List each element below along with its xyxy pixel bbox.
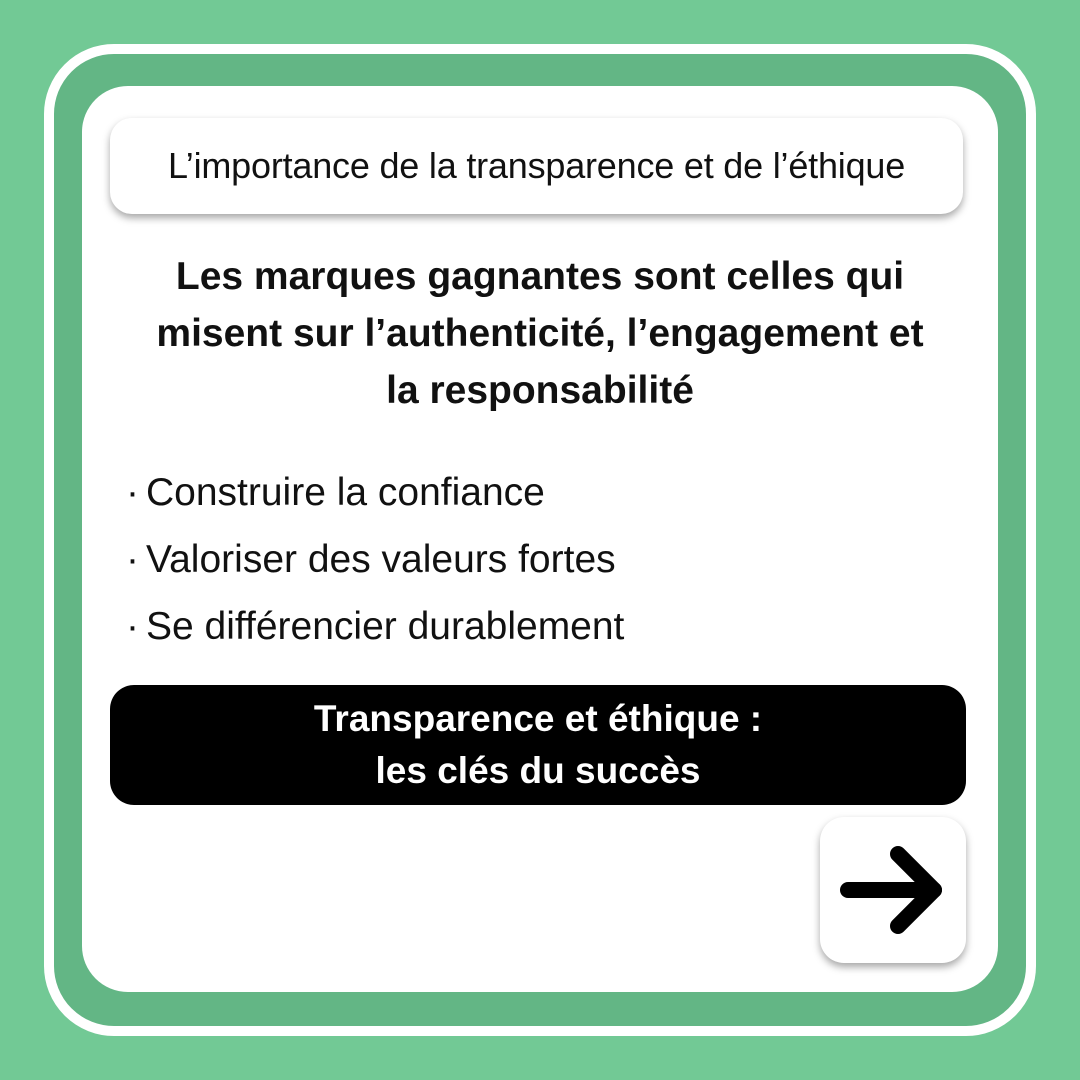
key-message-banner	[110, 685, 966, 805]
bullet-marker: ·	[126, 538, 139, 581]
list-item-text: Valoriser des valeurs fortes	[146, 538, 616, 581]
list-item	[126, 459, 946, 526]
next-button[interactable]	[820, 817, 966, 963]
title-pill	[110, 118, 963, 214]
list-item-text: Construire la confiance	[146, 471, 545, 514]
list-item-text: Se différencier durablement	[146, 605, 625, 648]
headline-line: la responsabilité	[386, 369, 694, 412]
bullet-list	[126, 459, 946, 660]
list-item	[126, 526, 946, 593]
arrow-right-icon	[838, 844, 948, 936]
list-item	[126, 593, 946, 660]
page-title: L’importance de la transparence et de l’éthique	[167, 145, 906, 186]
bullet-marker: ·	[126, 471, 139, 514]
headline	[102, 248, 978, 419]
banner-line: les clés du succès	[375, 750, 701, 791]
headline-line: misent sur l’authenticité, l’engagement et	[156, 312, 924, 355]
content-card	[82, 86, 998, 992]
headline-line: Les marques gagnantes sont celles qui	[175, 255, 905, 298]
bullet-marker: ·	[126, 605, 139, 648]
banner-line: Transparence et éthique :	[313, 698, 763, 739]
